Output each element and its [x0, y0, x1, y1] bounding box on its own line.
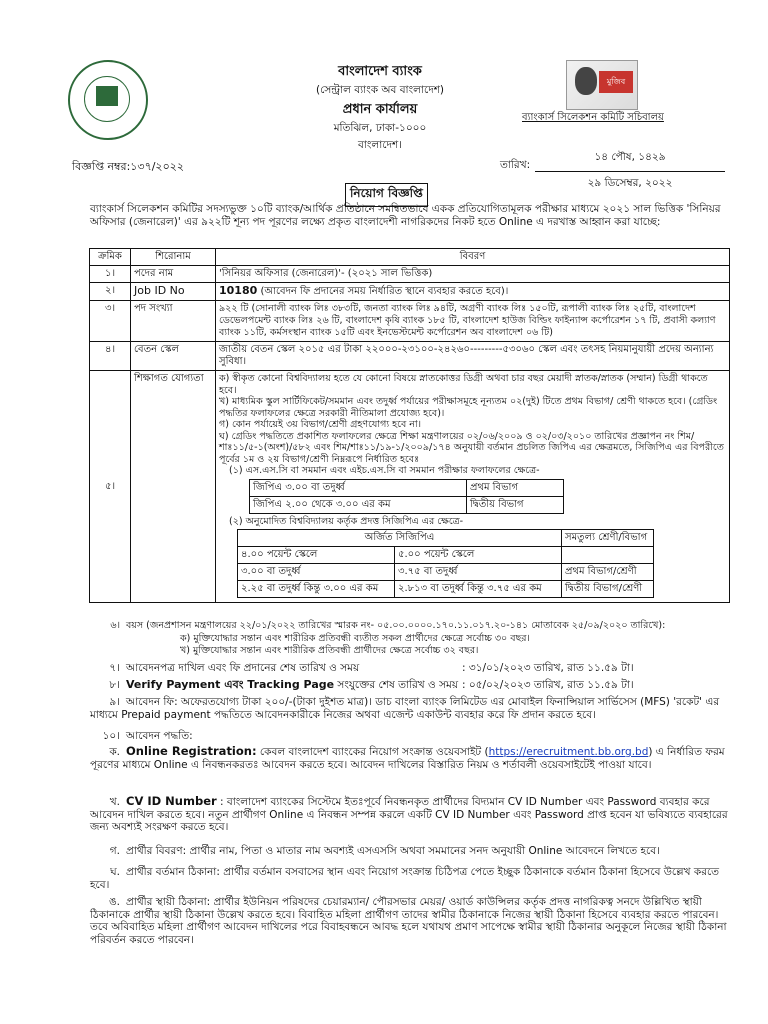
univ-cell: ৫.০০ পয়েন্ট স্কেলে: [395, 547, 562, 564]
ssc-cell: দ্বিতীয় বিভাগ: [467, 496, 564, 513]
item-text: আবেদন ফি: অফেরতযোগ্য টাকা ২০০/-(টাকা দুইশত মাত্র)। ডাচ বাংলা ব্যাংক লিমিটেড এর মোবাইল ফিনান্সিয়াল সার্ভিসেস (MFS) 'রকেট' এর মাধ্যমে Prepaid payment পদ্ধতিতে আবেদনকারীকে নিজের অথবা এজেন্ট একাউন্ট ব্যবহার করে ফি প্রদান করতে হবে।: [90, 696, 720, 721]
row-title: পদের নাম: [131, 266, 216, 283]
univ-header: সমতুল্য শ্রেণী/বিভাগ: [562, 530, 654, 547]
portrait-face-icon: [575, 67, 597, 95]
header-sl: ক্রমিক: [90, 249, 131, 266]
item-number: গ.: [109, 845, 120, 857]
univ-cell: ৩.০০ বা তদুর্ধ্ব: [238, 564, 395, 581]
edu-point: গ) কোন পর্যায়েই ৩য় বিভাগ/শ্রেণী গ্রহণযোগ্য হবে না।: [219, 419, 422, 430]
item-text: প্রার্থীর বর্তমান ঠিকানা: প্রার্থীর বর্তমান বসবাসের স্থান এবং নিয়োগ সংক্রান্ত চিঠিপত্র পেতে ইচ্ছুক ঠিকানাকে বর্তমান ঠিকানা হিসেবে উল্লেখ করতে হবে।: [90, 866, 720, 891]
edu-point: ক) স্বীকৃত কোনো বিশ্ববিদ্যালয় হতে যে কোনো বিষয়ে স্নাতকোত্তর ডিগ্রী অথবা চার বছর মেয়াদী স্নাতক/স্নাতক (সম্মান) ডিগ্রী থাকতে হবে।: [219, 373, 708, 396]
job-id-note: (আবেদন ফি প্রদানের সময় নির্ধারিত স্থানে ব্যবহার করতে হবে)।: [257, 286, 509, 297]
date-divider: [535, 171, 725, 172]
ssc-cell: জিপিএ ৩.০০ বা তদুর্ধ্ব: [250, 479, 467, 496]
item-number: ৭।: [109, 662, 120, 674]
item-10-ka: [90, 745, 730, 771]
row-sl: ৩।: [90, 301, 131, 342]
bank-name: বাংলাদেশ ব্যাংক: [338, 64, 422, 79]
item-10-gha: [90, 866, 730, 891]
table-row: [238, 530, 654, 547]
item-bold-text: Online Registration:: [126, 744, 257, 758]
date-box: [535, 150, 725, 193]
header-desc: বিবরণ: [216, 249, 730, 266]
ssc-cell: প্রথম বিভাগ: [467, 479, 564, 496]
item-10-ga: [90, 845, 730, 858]
row-desc: ৯২২ টি (সোনালী ব্যাংক লিঃ ৩৮৩টি, জনতা ব্যাংক লিঃ ৯৪টি, অগ্রণী ব্যাংক লিঃ ১৫০টি, রূপালী ব্যাংক লিঃ ২৫টি, বাংলাদেশ ডেভেলপমেন্ট ব্যাংক লিঃ ২৬ টি, বাংলাদেশ কৃষি ব্যাংক ১৮৫ টি, বাংলাদেশ হাউজ বিল্ডিং ফাইন্যান্স কর্পোরেশন ১৭ টি, প্রবাসী কল্যাণ ব্যাংক ১১টি, কর্মসংস্থান ব্যাংক ১৫টি এবং ইনভেস্টমেন্ট কর্পোরেশন অব বাংলাদেশ ০৬ টি): [216, 301, 730, 342]
seal-building-icon: [96, 86, 118, 106]
item-10: [90, 730, 730, 743]
date-label: তারিখ:: [500, 159, 531, 171]
item-number: খ.: [109, 796, 120, 808]
header-block: [250, 62, 510, 155]
date-bangla: ১৪ পৌষ, ১৪২৯: [594, 151, 666, 163]
item-9: [90, 696, 730, 721]
univ-table: [237, 529, 654, 598]
mujib-portrait-logo: [566, 60, 638, 110]
univ-cell: ২.২৫ বা তদুর্ধ্ব কিন্তু ৩.০০ এর কম: [238, 581, 395, 598]
office-name: প্রধান কার্যালয়: [342, 102, 418, 117]
address-line-2: বাংলাদেশ।: [358, 139, 402, 151]
item-number: ৬।: [110, 620, 120, 631]
item-10-kha: [90, 795, 730, 834]
notice-intro: ব্যাংকার্স সিলেকশন কমিটির সদস্যভুক্ত ১০টি ব্যাংক/আর্থিক প্রতিষ্ঠানে সমন্বিতভাবে একক প্রতিযোগিতামূলক পরীক্ষার মাধ্যমে ২০২১ সাল ভিত্তিক 'সিনিয়র অফিসার (জেনারেল)' এর ৯২২টি শূন্য পদ পূরণের লক্ষ্যে প্রকৃত বাংলাদেশী নাগরিকদের নিকট হতে Online এ দরখাস্ত আহ্বান করা যাচ্ছে:: [90, 203, 721, 228]
ssc-table: [249, 479, 564, 514]
date-english: ২৯ ডিসেম্বর, ২০২২: [587, 177, 673, 189]
item-number: ক.: [109, 746, 120, 758]
right-unit-name: ব্যাংকার্স সিলেকশন কমিটি সচিবালয়: [522, 112, 664, 123]
table-row: [90, 301, 730, 342]
table-row: [250, 479, 564, 496]
row-desc: জাতীয় বেতন স্কেল ২০১৫ এর টাকা ২২০০০-২৩১০০-২৪২৬০---------৫৩০৬০ স্কেল এবং তৎসহ নিয়মানুযায়ী প্রদেয় অন্যান্য সুবিধা।: [216, 342, 730, 371]
ssc-title: (১) এস.এস.সি বা সমমান এবং এইচ.এস.সি বা সমমান পরীক্ষার ফলাফলের ক্ষেত্রে-: [229, 465, 540, 476]
table-row: [238, 581, 654, 598]
mujib-badge: মুজিব: [599, 71, 633, 93]
item-number: ঘ.: [110, 866, 120, 878]
table-row: [90, 342, 730, 371]
bangladesh-bank-seal: [68, 60, 148, 140]
item-7: [90, 662, 730, 675]
header-title: শিরোনাম: [131, 249, 216, 266]
item-text: প্রার্থীর স্থায়ী ঠিকানা: প্রার্থীর ইউনিয়ন পরিষদের চেয়ারম্যান/ পৌরসভার মেয়র/ ওয়ার্ড কাউন্সিলর কর্তৃক প্রদত্ত নাগরিকত্ব সনদে উল্লিখিত স্থায়ী ঠিকানাকে প্রার্থীর স্থায়ী ঠিকানা উল্লেখ করতে হবে। বিবাহিত মহিলা প্রার্থীগণ তাদের স্বামীর ঠিকানাকে নিজের স্থায়ী ঠিকানা হিসেবে ব্যবহার করতে পারবেন। তবে অবিবাহিত মহিলা প্রার্থীগণ আবেদন দাখিলের পরে বিবাহবন্ধনে আবদ্ধ হলে যথাযথ প্রমাণ সাপেক্ষে স্বামীর স্থায়ী ঠিকানার অনুকূলে নিজের স্থায়ী ঠিকানা পরিবর্তন করতে পারবেন।: [90, 896, 727, 946]
table-row: [250, 496, 564, 513]
job-id: 10180: [219, 284, 258, 297]
item-8: [90, 679, 730, 692]
table-row: [90, 371, 730, 603]
item-text: আবেদনপত্র দাখিল এবং ফি প্রদানের শেষ তারিখ ও সময়: [126, 662, 360, 674]
table-row: [238, 564, 654, 581]
row-title: পদ সংখ্যা: [131, 301, 216, 342]
row-sl: ৪।: [90, 342, 131, 371]
item-text: কেবল বাংলাদেশ ব্যাংকের নিয়োগ সংক্রান্ত ওয়েবসাইট (: [256, 746, 489, 758]
edu-point: খ) মাধ্যমিক স্কুল সার্টিফিকেট/সমমান এবং তদুর্ধ্ব পর্যায়ের পরীক্ষাসমূহে নূন্যতম ০২(দুই) টিতে প্রথম বিভাগ/ শ্রেণী থাকতে হবে। (গ্রেডিং পদ্ধতির ফলাফলের ক্ষেত্রে সরকারী নীতিমালা প্রযোজ্য হবে)।: [219, 396, 718, 419]
item-text: ) এ নির্ধারিত ফরম পূরণের মাধ্যমে Online এ নিবন্ধনকরতঃ আবেদন করতে হবে। আবেদন দাখিলের বিস্তারিত নিয়ম ও শর্তাবলী ওয়েবসাইটেই পাওয়া যাবে।: [90, 746, 725, 771]
univ-cell: ৩.৭৫ বা তদুর্ধ্ব: [395, 564, 562, 581]
item-bold-text: Verify Payment এবং Tracking Page: [126, 678, 335, 691]
table-row: [238, 547, 654, 564]
ssc-cell: জিপিএ ২.০০ থেকে ৩.০০ এর কম: [250, 496, 467, 513]
row-sl: ১।: [90, 266, 131, 283]
univ-cell: ৪.০০ পয়েন্ট স্কেলে: [238, 547, 395, 564]
item-text: সংযুক্তের শেষ তারিখ ও সময়: [334, 679, 459, 691]
table-row: [90, 283, 730, 301]
row-title: শিক্ষাগত যোগ্যতা: [131, 371, 216, 603]
row-sl: ২।: [90, 283, 131, 301]
education-details: [216, 371, 730, 603]
item-6b: খ) মুক্তিযোদ্ধার সন্তান এবং শারীরিক প্রতিবন্ধী প্রার্থীদের ক্ষেত্রে সর্বোচ্চ ৩২ বছর।: [180, 645, 479, 656]
item-text: আবেদন পদ্ধতি:: [126, 730, 193, 742]
univ-cell: ২.৮১৩ বা তদুর্ধ্ব কিন্তু ৩.৭৫ এর কম: [395, 581, 562, 598]
row-desc: 'সিনিয়র অফিসার (জেনারেল)'- (২০২১ সাল ভিত্তিক): [216, 266, 730, 283]
item-10-uo: [90, 896, 730, 946]
recruitment-table: [89, 248, 730, 603]
univ-cell: প্রথম বিভাগ/শ্রেণী: [562, 564, 654, 581]
row-title: বেতন স্কেল: [131, 342, 216, 371]
item-number: ৯।: [109, 696, 120, 708]
item-number: ৮।: [109, 679, 120, 691]
edu-point: ঘ) গ্রেডিং পদ্ধতিতে প্রকাশিত ফলাফলের ক্ষেত্রে শিক্ষা মন্ত্রণালয়ের ০২/০৬/২০০৯ ও ০২/০৩/২০১০ তারিখের প্রজ্ঞাপন নং শিম/শাঃ১১/৫-১(অংশ)/৫৮২ এবং শিম/শাঃ১১/১৯-১/২০০৯/১৭৪ অনুযায়ী বর্তমান প্রচলিত জিপিএ এর ক্ষেত্রমতে, সিজিপিএ এর বিপরীতে পূর্বের ১ম ও ২য় বিভাগ/শ্রেণী নিম্নরূপে নির্ধারিত হবেঃ: [219, 430, 724, 465]
item-text: : বাংলাদেশ ব্যাংকের সিস্টেমে ইতঃপূর্বে নিবন্ধনকৃত প্রার্থীদের বিদ্যমান CV ID Number এবং Password ব্যবহার করে আবেদন দাখিল করতে হবে। নতুন প্রার্থীগণ Online এ নিবন্ধন সম্পন্ন করলে একটি CV ID Number এবং Password প্রাপ্ত হবেন যা ভবিষ্যতে ব্যবহারের জন্য অবশ্যই সংরক্ষণ করতে হবে।: [90, 796, 728, 833]
table-header-row: [90, 249, 730, 266]
table-row: [90, 266, 730, 283]
item-6: [90, 620, 730, 658]
item-7-value: : ৩১/০১/২০২৩ তারিখ, রাত ১১.৫৯ টা।: [462, 662, 634, 674]
address-line-1: মতিঝিল, ঢাকা-১০০০: [333, 122, 427, 134]
row-sl: ৫।: [90, 371, 131, 603]
item-bold-text: CV ID Number: [126, 794, 217, 808]
univ-cell: দ্বিতীয় বিভাগ/শ্রেণী: [562, 581, 654, 598]
item-6a: ক) মুক্তিযোদ্ধার সন্তান এবং শারীরিক প্রতিবন্ধী ব্যতীত সকল প্রার্থীদের ক্ষেত্রে সর্বোচ্চ ৩০ বছর।: [180, 632, 530, 644]
univ-header: অর্জিত সিজিপিএ: [238, 530, 562, 547]
notice-number: বিজ্ঞপ্তি নম্বর:১৩৭/২০২২: [72, 160, 185, 173]
item-8-value: : ০৫/০২/২০২৩ তারিখ, রাত ১১.৫৯ টা।: [462, 679, 634, 691]
item-text: বয়স (জনপ্রশাসন মন্ত্রণালয়ের ২২/০১/২০২২ তারিখের স্মারক নং- ০৫.০০.০০০০.১৭০.১১.০১৭.২০-১৪১ মোতাবেক ২৫/০৯/২০২০ তারিখে):: [126, 620, 666, 631]
bank-name-english: (সেন্ট্রাল ব্যাংক অব বাংলাদেশ): [315, 84, 445, 96]
recruitment-website-link[interactable]: https://erecruitment.bb.org.bd: [488, 746, 649, 758]
item-number: ঙ.: [108, 896, 120, 908]
univ-cell: [562, 547, 654, 564]
item-text: প্রার্থীর বিবরণ: প্রার্থীর নাম, পিতা ও মাতার নাম অবশ্যই এসএসসি অথবা সমমানের সনদ অনুযায়ী Online আবেদনে লিখতে হবে।: [126, 845, 660, 857]
row-title: Job ID No: [131, 283, 216, 301]
item-number: ১০।: [102, 730, 120, 742]
notice-title: নিয়োগ বিজ্ঞপ্তি: [345, 183, 428, 207]
univ-title: (২) অনুমোদিত বিশ্ববিদ্যালয় কর্তৃক প্রদত্ত সিজিপিএ এর ক্ষেত্রে-: [229, 515, 464, 527]
row-desc: [216, 283, 730, 301]
